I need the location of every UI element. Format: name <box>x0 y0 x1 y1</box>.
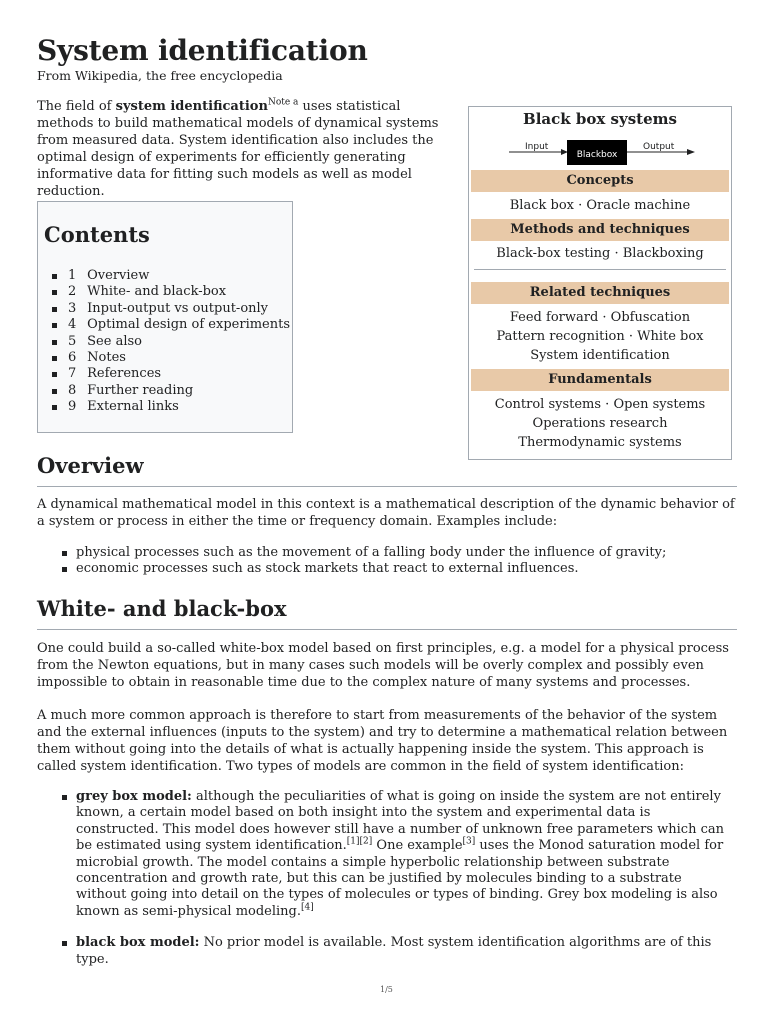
grey-box-text-b: One example <box>372 838 463 854</box>
infobox-related-row[interactable]: Feed forward · Obfuscation <box>509 310 691 325</box>
citation-1-2-link[interactable]: [1][2] <box>346 836 373 847</box>
infobox-fundamentals-row[interactable]: Operations research <box>532 416 668 431</box>
toc-list <box>66 268 290 416</box>
infobox-related-row[interactable]: System identification <box>530 348 670 363</box>
toc-item-number: 7 <box>68 366 77 382</box>
list-item: economic processes such as stock markets that react to external influences. <box>76 561 736 577</box>
toc-item[interactable] <box>66 350 290 366</box>
toc-item[interactable] <box>66 301 290 317</box>
infobox-fundamentals-header[interactable]: Fundamentals <box>471 369 729 391</box>
overview-heading-rule <box>37 486 737 487</box>
toc-item-label: External links <box>87 399 179 415</box>
toc-item-label: Notes <box>87 350 126 366</box>
toc-item-label: Overview <box>87 268 150 283</box>
page-number: 1/5 <box>380 985 393 994</box>
toc-item-number: 3 <box>68 300 77 316</box>
grey-box-term: grey box model: <box>76 789 192 804</box>
output-arrow-head <box>687 149 695 155</box>
infobox-related-header[interactable]: Related techniques <box>471 282 729 304</box>
infobox-divider <box>474 269 726 270</box>
toc-item-number: 1 <box>68 268 77 283</box>
white-black-box-heading-rule <box>37 629 737 630</box>
toc-item[interactable] <box>66 284 290 300</box>
whitebox-paragraph-1: One could build a so-called white-box model based on first principles, e.g. a model for a physical process from the Newton equations, but in many cases such models will be overly complex and possibly even impossible to obtain in reasonable time due to the complex nature of many systems and processes. <box>37 641 729 690</box>
toc-item-label: Optimal design of experiments <box>87 317 291 333</box>
toc-item-label: White- and black-box <box>87 284 227 300</box>
toc-item-number: 2 <box>68 284 77 300</box>
model-types-list <box>76 789 731 968</box>
page-subtitle: From Wikipedia, the free encyclopedia <box>37 68 283 83</box>
output-label: Output <box>643 142 675 152</box>
intro-text-rest: uses statistical methods to build mathematical models of dynamical systems from measured data. System identification also includes the optimal design of experiments for efficiently generating informative data for fitting such models as well as model reduction. <box>37 99 439 199</box>
toc-item-label: See also <box>87 333 142 349</box>
intro-text-start: The field of <box>37 99 116 114</box>
intro-bold-term: system identification <box>115 99 268 114</box>
overview-paragraph: A dynamical mathematical model in this context is a mathematical description of the dynamic behavior of a system or process in either the time or frequency domain. Examples include: <box>37 497 735 529</box>
toc-item-label: Input-output vs output-only <box>87 300 269 316</box>
grey-box-text-a: although the peculiarities of what is going on inside the system are not entirely known, a certain model based on both insight into the system and experimental data is constructed. This model does however still have a number of unknown free parameters which can be estimated using system identification. <box>76 789 724 854</box>
toc-heading: Contents <box>44 222 150 247</box>
toc-item[interactable] <box>66 383 290 399</box>
toc-item[interactable] <box>66 334 290 350</box>
note-a-link[interactable]: Note a <box>267 97 299 108</box>
toc-item-number: 8 <box>68 382 77 398</box>
toc-item[interactable] <box>66 399 290 415</box>
overview-heading: Overview <box>37 453 144 478</box>
black-box-text: No prior model is available. Most system identification algorithms are of this type. <box>76 935 712 967</box>
toc-item-label: References <box>87 366 162 382</box>
toc-item-number: 9 <box>68 399 77 415</box>
overview-examples-list <box>76 545 736 578</box>
toc-item[interactable] <box>66 317 290 333</box>
citation-3-link[interactable]: [3] <box>462 836 476 847</box>
table-of-contents <box>37 201 293 433</box>
list-item-grey-box <box>76 789 731 920</box>
list-item-black-box <box>76 935 731 968</box>
toc-item-label: Further reading <box>87 382 194 398</box>
toc-item-number: 6 <box>68 350 77 366</box>
infobox-fundamentals-row[interactable]: Thermodynamic systems <box>518 435 682 450</box>
grey-box-text-c: uses the Monod saturation model for microbial growth. The model contains a simple hyperbolic relationship between substrate concentration and growth rate, but this can be justified by molecules binding to a substrate without going into detail on the types of molecules or types of binding. Grey box modeling is also known as semi-physical modeling. <box>76 838 724 919</box>
toc-item[interactable] <box>66 366 290 382</box>
white-black-box-heading: White- and black-box <box>37 596 287 621</box>
blackbox-diagram <box>507 137 697 167</box>
page-title: System identification <box>37 34 368 67</box>
infobox-title[interactable]: Black box systems <box>523 110 677 128</box>
infobox-methods-row[interactable]: Black-box testing · Blackboxing <box>496 246 704 261</box>
citation-4-link[interactable]: [4] <box>301 902 314 913</box>
input-label: Input <box>525 142 549 152</box>
infobox-black-box-systems <box>468 106 732 460</box>
blackbox-label: Blackbox <box>576 150 618 160</box>
infobox-methods-header[interactable]: Methods and techniques <box>471 219 729 241</box>
infobox-concepts-row[interactable]: Black box · Oracle machine <box>509 198 691 213</box>
infobox-concepts-header[interactable]: Concepts <box>471 170 729 192</box>
whitebox-paragraph-2: A much more common approach is therefore to start from measurements of the behavior of the system and the external influences (inputs to the system) and try to determine a mathematical relation between them without going into the details of what is actually happening inside the system. This approach is called system identification. Two types of models are common in the field of system identification: <box>37 708 728 774</box>
intro-paragraph <box>37 98 442 200</box>
input-arrow-head <box>561 149 568 155</box>
toc-item[interactable] <box>66 268 290 284</box>
list-item: physical processes such as the movement of a falling body under the influence of gravity; <box>76 545 736 561</box>
infobox-fundamentals-row[interactable]: Control systems · Open systems <box>494 397 706 412</box>
infobox-related-row[interactable]: Pattern recognition · White box <box>496 329 704 344</box>
black-box-term: black box model: <box>76 935 200 951</box>
toc-item-number: 4 <box>68 317 77 333</box>
toc-item-number: 5 <box>68 333 77 349</box>
